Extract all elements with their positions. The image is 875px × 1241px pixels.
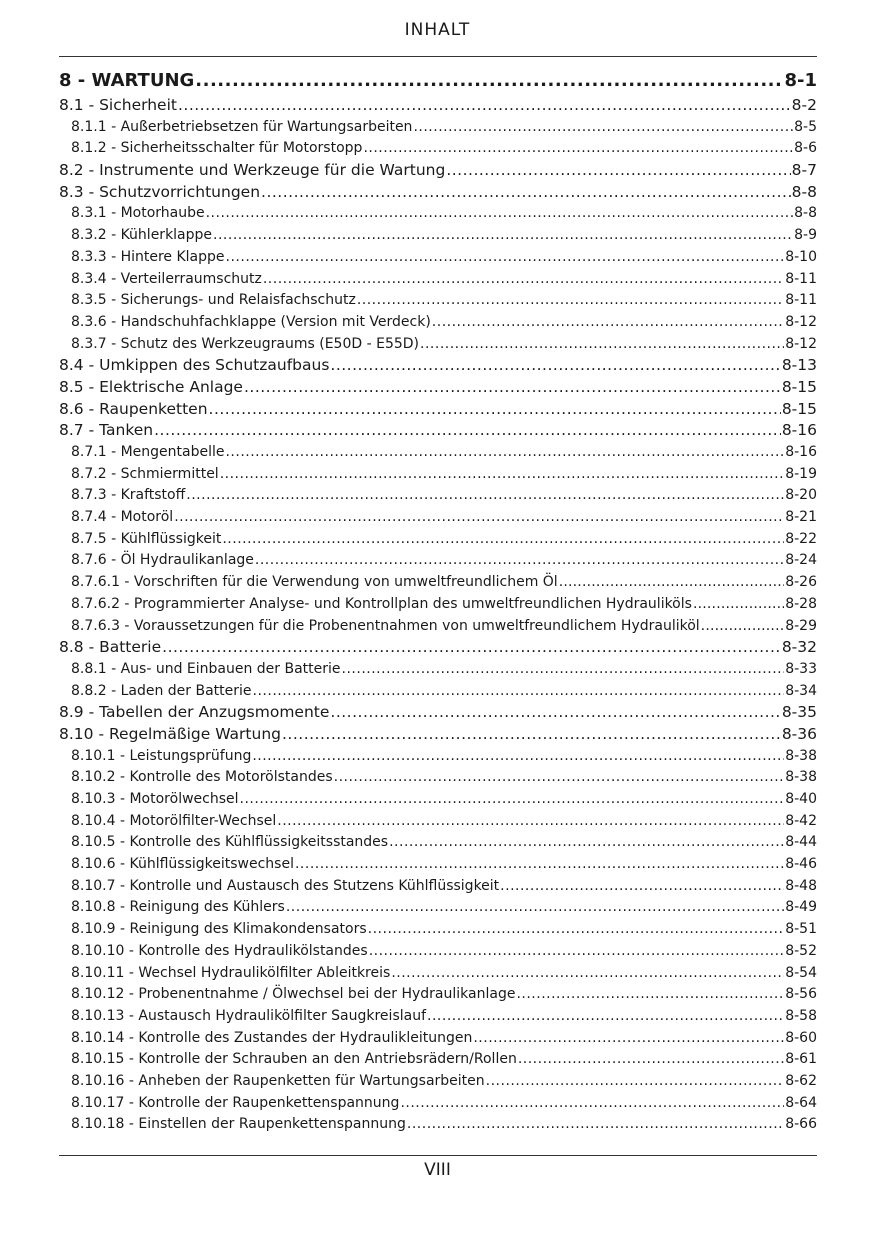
toc-entry-title: 8.8.2 - Laden der Batterie xyxy=(71,682,252,699)
dot-leader xyxy=(473,1028,784,1050)
toc-entry-title: 8.7.6 - Öl Hydraulikanlage xyxy=(71,552,254,569)
page-header-title: INHALT xyxy=(404,20,471,40)
toc-entry[interactable] xyxy=(59,1093,817,1115)
dot-leader xyxy=(369,941,785,963)
toc-entry-title: 8.10.12 - Probenentnahme / Ölwechsel bei der Hydraulikanlage xyxy=(71,986,516,1003)
toc-entry-title: 8.7.6.2 - Programmierter Analyse- und Kontrollplan des umweltfreundlichen Hydrauliköls xyxy=(71,595,692,612)
toc-entry[interactable] xyxy=(59,919,817,941)
dot-leader xyxy=(263,269,784,291)
dot-leader xyxy=(277,811,784,833)
toc-entry-page: 8-56 xyxy=(785,986,817,1003)
toc-entry-title: 8.7.2 - Schmiermittel xyxy=(71,465,219,482)
toc-entry-title: 8.3.4 - Verteilerraumschutz xyxy=(71,270,262,287)
dot-leader xyxy=(391,963,784,985)
dot-leader xyxy=(244,377,781,399)
dot-leader xyxy=(446,160,790,182)
toc-entry-page: 8-21 xyxy=(785,509,817,526)
toc-entry-page: 8-61 xyxy=(785,1051,817,1068)
dot-leader xyxy=(178,95,791,117)
dot-leader xyxy=(486,1071,785,1093)
toc-entry[interactable] xyxy=(59,290,817,312)
dot-leader xyxy=(226,247,785,269)
toc-entry-title: 8.8 - Batterie xyxy=(59,638,162,657)
dot-leader xyxy=(255,550,784,572)
dot-leader xyxy=(334,767,785,789)
toc-entry-page: 8-38 xyxy=(785,769,817,786)
toc-entry[interactable] xyxy=(59,1114,817,1136)
toc-entry[interactable] xyxy=(59,897,817,919)
toc-entry-page: 8-2 xyxy=(791,96,817,114)
toc-entry-page: 8-24 xyxy=(785,552,817,569)
toc-entry-title: 8.10.17 - Kontrolle der Raupenkettenspannung xyxy=(71,1094,400,1111)
toc-entry[interactable] xyxy=(59,464,817,486)
toc-entry-title: 8.10.3 - Motorölwechsel xyxy=(71,791,239,807)
toc-entry-page: 8-54 xyxy=(785,964,817,981)
toc-entry-page: 8-22 xyxy=(785,530,817,547)
toc-entry-page: 8-16 xyxy=(785,444,817,460)
toc-entry[interactable] xyxy=(59,724,817,746)
toc-entry[interactable] xyxy=(59,659,817,681)
toc-entry-page: 8-8 xyxy=(791,182,817,201)
dot-leader xyxy=(559,572,785,594)
toc-entry-title: 8.10.9 - Reinigung des Klimakondensators xyxy=(71,921,367,938)
toc-entry[interactable] xyxy=(59,312,817,334)
toc-entry-title: 8.7.4 - Motoröl xyxy=(71,509,174,526)
toc-entry-title: 8.8.1 - Aus- und Einbauen der Batterie xyxy=(71,660,341,677)
toc-entry[interactable] xyxy=(59,247,817,269)
dot-leader xyxy=(500,876,784,898)
toc-entry-title: 8.10.4 - Motorölfilter-Wechsel xyxy=(71,812,277,829)
toc-entry[interactable] xyxy=(59,876,817,898)
toc-entry-page: 8-42 xyxy=(785,812,817,829)
toc-entry[interactable] xyxy=(59,681,817,703)
dot-leader xyxy=(261,182,791,204)
toc-entry-title: 8.3 - Schutzvorrichtungen xyxy=(59,182,261,201)
toc-entry-title: 8.4 - Umkippen des Schutzaufbaus xyxy=(59,356,330,375)
toc-entry[interactable] xyxy=(59,485,817,507)
dot-leader xyxy=(413,117,793,139)
toc-entry-title: 8.2 - Instrumente und Werkzeuge für die Wartung xyxy=(59,161,446,180)
toc-entry[interactable] xyxy=(59,789,817,811)
toc-entry-title: 8.7.6.3 - Voraussetzungen für die Probenentnahmen von umweltfreundlichem Hydrauliköl xyxy=(71,617,700,634)
dot-leader xyxy=(186,485,784,507)
dot-leader xyxy=(400,1093,784,1115)
dot-leader xyxy=(357,290,784,312)
toc-entry-page: 8-66 xyxy=(785,1116,817,1133)
toc-entry[interactable] xyxy=(59,832,817,854)
dot-leader xyxy=(252,746,784,768)
toc-entry-page: 8-64 xyxy=(785,1094,817,1111)
toc-entry[interactable] xyxy=(59,1049,817,1071)
dot-leader xyxy=(701,616,785,638)
dot-leader xyxy=(282,724,781,746)
toc-entry-page: 8-58 xyxy=(785,1007,817,1024)
toc-entry[interactable] xyxy=(59,355,817,377)
toc-entry-title: 8.10.2 - Kontrolle des Motorölstandes xyxy=(71,769,333,786)
header-divider xyxy=(59,56,817,57)
toc-entry-page: 8-38 xyxy=(785,747,817,764)
toc-entry[interactable] xyxy=(59,269,817,291)
toc-entry-title: 8.10.7 - Kontrolle und Austausch des Stutzens Kühlflüssigkeit xyxy=(71,877,500,894)
toc-entry[interactable] xyxy=(59,746,817,768)
dot-leader xyxy=(420,334,784,356)
toc-entry-page: 8-34 xyxy=(785,682,817,699)
toc-entry[interactable] xyxy=(59,117,817,139)
dot-leader xyxy=(518,1049,784,1071)
toc-entry-title: 8.10.14 - Kontrolle des Zustandes der Hydraulikleitungen xyxy=(71,1029,473,1046)
toc-entry[interactable] xyxy=(59,420,817,442)
toc-entry[interactable] xyxy=(59,507,817,529)
toc-entry-title: 8.1 - Sicherheit xyxy=(59,96,177,114)
dot-leader xyxy=(225,442,784,464)
toc-entry-page: 8-28 xyxy=(785,595,817,612)
toc-entry-page: 8-7 xyxy=(791,161,817,180)
dot-leader xyxy=(516,984,784,1006)
toc-entry[interactable] xyxy=(59,767,817,789)
toc-entry-page: 8-20 xyxy=(785,487,817,504)
toc-entry[interactable] xyxy=(59,984,817,1006)
toc-entry[interactable] xyxy=(59,572,817,594)
toc-entry-page: 8-8 xyxy=(794,205,817,222)
toc-entry-page: 8-32 xyxy=(781,638,817,657)
toc-entry-title: 8.10.5 - Kontrolle des Kühlflüssigkeitsstandes xyxy=(71,834,389,851)
dot-leader xyxy=(330,355,780,377)
toc-entry-title: 8.10.10 - Kontrolle des Hydraulikölstandes xyxy=(71,942,368,959)
toc-entry-title: 8.10.18 - Einstellen der Raupenkettenspannung xyxy=(71,1116,406,1133)
toc-entry[interactable] xyxy=(59,160,817,182)
toc-entry-title: 8.3.2 - Kühlerklappe xyxy=(71,227,213,244)
toc-entry[interactable] xyxy=(59,811,817,833)
dot-leader xyxy=(253,681,785,703)
toc-entry[interactable] xyxy=(59,854,817,876)
dot-leader xyxy=(162,637,781,659)
toc-entry-page: 8-44 xyxy=(785,834,817,851)
dot-leader xyxy=(693,594,784,616)
dot-leader xyxy=(407,1114,784,1136)
toc-entry-page: 8-35 xyxy=(781,703,817,722)
dot-leader xyxy=(220,464,785,486)
toc-entry-page: 8-11 xyxy=(785,270,817,287)
toc-entry-title: 8.10.6 - Kühlflüssigkeitswechsel xyxy=(71,856,294,873)
toc-entry-title: 8.10.11 - Wechsel Hydraulikölfilter Ableitkreis xyxy=(71,964,391,981)
toc-entry-page: 8-15 xyxy=(781,399,817,418)
toc-entry-title: 8.3.7 - Schutz des Werkzeugraums (E50D - E55D) xyxy=(71,335,420,352)
dot-leader xyxy=(174,507,784,529)
toc-entry-title: 8.7 - Tanken xyxy=(59,421,154,440)
toc-entry-page: 8-12 xyxy=(785,313,817,330)
toc-entry[interactable] xyxy=(59,399,817,421)
toc-entry-page: 8-26 xyxy=(785,574,817,591)
toc-entry[interactable] xyxy=(59,941,817,963)
toc-entry[interactable] xyxy=(59,66,817,95)
toc-entry-title: 8.10.15 - Kontrolle der Schrauben an den Antriebsrädern/Rollen xyxy=(71,1051,517,1068)
toc-entry-page: 8-6 xyxy=(794,140,817,157)
toc-entry-page: 8-1 xyxy=(784,70,817,91)
toc-entry-page: 8-16 xyxy=(781,421,817,440)
toc-entry-title: 8.7.3 - Kraftstoff xyxy=(71,487,186,504)
toc-entry-title: 8 - WARTUNG xyxy=(59,70,195,91)
toc-entry-page: 8-60 xyxy=(785,1029,817,1046)
toc-entry-title: 8.6 - Raupenketten xyxy=(59,399,208,418)
toc-entry-page: 8-49 xyxy=(785,899,817,916)
toc-entry-title: 8.10.13 - Austausch Hydraulikölfilter Saugkreislauf xyxy=(71,1007,427,1024)
toc-entry-title: 8.7.5 - Kühlflüssigkeit xyxy=(71,530,222,547)
toc-entry[interactable] xyxy=(59,182,817,204)
toc-entry[interactable] xyxy=(59,377,817,399)
toc-entry-page: 8-36 xyxy=(781,724,817,743)
toc-entry[interactable] xyxy=(59,1071,817,1093)
toc-entry-page: 8-62 xyxy=(785,1072,817,1089)
toc-entry[interactable] xyxy=(59,594,817,616)
toc-entry[interactable] xyxy=(59,1028,817,1050)
toc-entry-page: 8-11 xyxy=(785,292,817,309)
toc-entry-page: 8-15 xyxy=(781,377,817,396)
toc-entry[interactable] xyxy=(59,95,817,117)
footer-divider xyxy=(59,1155,817,1156)
dot-leader xyxy=(368,919,785,941)
toc-entry[interactable] xyxy=(59,702,817,724)
dot-leader xyxy=(154,420,781,442)
toc-entry-page: 8-48 xyxy=(785,877,817,894)
dot-leader xyxy=(330,702,780,724)
toc-entry[interactable] xyxy=(59,529,817,551)
toc-entry[interactable] xyxy=(59,203,817,225)
toc-entry-title: 8.3.3 - Hintere Klappe xyxy=(71,248,225,265)
toc-entry[interactable] xyxy=(59,616,817,638)
toc-entry-title: 8.7.6.1 - Vorschriften für die Verwendung von umweltfreundlichem Öl xyxy=(71,574,558,591)
dot-leader xyxy=(195,66,783,95)
toc-entry-title: 8.3.5 - Sicherungs- und Relaisfachschutz xyxy=(71,292,356,309)
toc-entry-title: 8.7.1 - Mengentabelle xyxy=(71,444,225,460)
toc-entry-page: 8-51 xyxy=(785,921,817,938)
toc-entry-page: 8-52 xyxy=(785,942,817,959)
toc-entry-title: 8.10.16 - Anheben der Raupenketten für Wartungsarbeiten xyxy=(71,1072,485,1089)
toc-entry[interactable] xyxy=(59,225,817,247)
toc-entry-page: 8-13 xyxy=(781,356,817,375)
toc-entry-title: 8.1.2 - Sicherheitsschalter für Motorstopp xyxy=(71,140,363,157)
dot-leader xyxy=(432,312,784,334)
toc-entry[interactable] xyxy=(59,334,817,356)
toc-entry-title: 8.10 - Regelmäßige Wartung xyxy=(59,724,281,743)
table-of-contents xyxy=(59,66,817,1136)
dot-leader xyxy=(209,399,781,421)
toc-entry[interactable] xyxy=(59,138,817,160)
page-number: VIII xyxy=(424,1160,451,1180)
toc-entry-page: 8-9 xyxy=(794,227,817,244)
dot-leader xyxy=(213,225,793,247)
dot-leader xyxy=(240,789,785,811)
toc-entry[interactable] xyxy=(59,442,817,464)
dot-leader xyxy=(295,854,784,876)
toc-entry[interactable] xyxy=(59,1006,817,1028)
dot-leader xyxy=(342,659,785,681)
dot-leader xyxy=(427,1006,784,1028)
toc-entry-page: 8-19 xyxy=(785,465,817,482)
toc-entry[interactable] xyxy=(59,963,817,985)
toc-entry-title: 8.9 - Tabellen der Anzugsmomente xyxy=(59,703,330,722)
toc-entry-title: 8.10.1 - Leistungsprüfung xyxy=(71,747,252,764)
toc-entry-page: 8-5 xyxy=(794,118,817,135)
toc-entry-title: 8.5 - Elektrische Anlage xyxy=(59,377,243,396)
toc-entry-page: 8-40 xyxy=(785,791,817,807)
toc-entry-title: 8.3.6 - Handschuhfachklappe (Version mit Verdeck) xyxy=(71,313,431,330)
toc-entry-page: 8-46 xyxy=(785,856,817,873)
dot-leader xyxy=(389,832,784,854)
dot-leader xyxy=(222,529,784,551)
toc-entry-title: 8.10.8 - Reinigung des Kühlers xyxy=(71,899,285,916)
toc-entry-page: 8-10 xyxy=(785,248,817,265)
dot-leader xyxy=(206,203,794,225)
toc-entry[interactable] xyxy=(59,550,817,572)
toc-entry-page: 8-29 xyxy=(785,617,817,634)
toc-entry-title: 8.1.1 - Außerbetriebsetzen für Wartungsarbeiten xyxy=(71,118,413,135)
toc-entry-title: 8.3.1 - Motorhaube xyxy=(71,205,205,222)
dot-leader xyxy=(363,138,793,160)
toc-entry-page: 8-33 xyxy=(785,660,817,677)
toc-entry[interactable] xyxy=(59,637,817,659)
dot-leader xyxy=(286,897,784,919)
toc-entry-page: 8-12 xyxy=(785,335,817,352)
